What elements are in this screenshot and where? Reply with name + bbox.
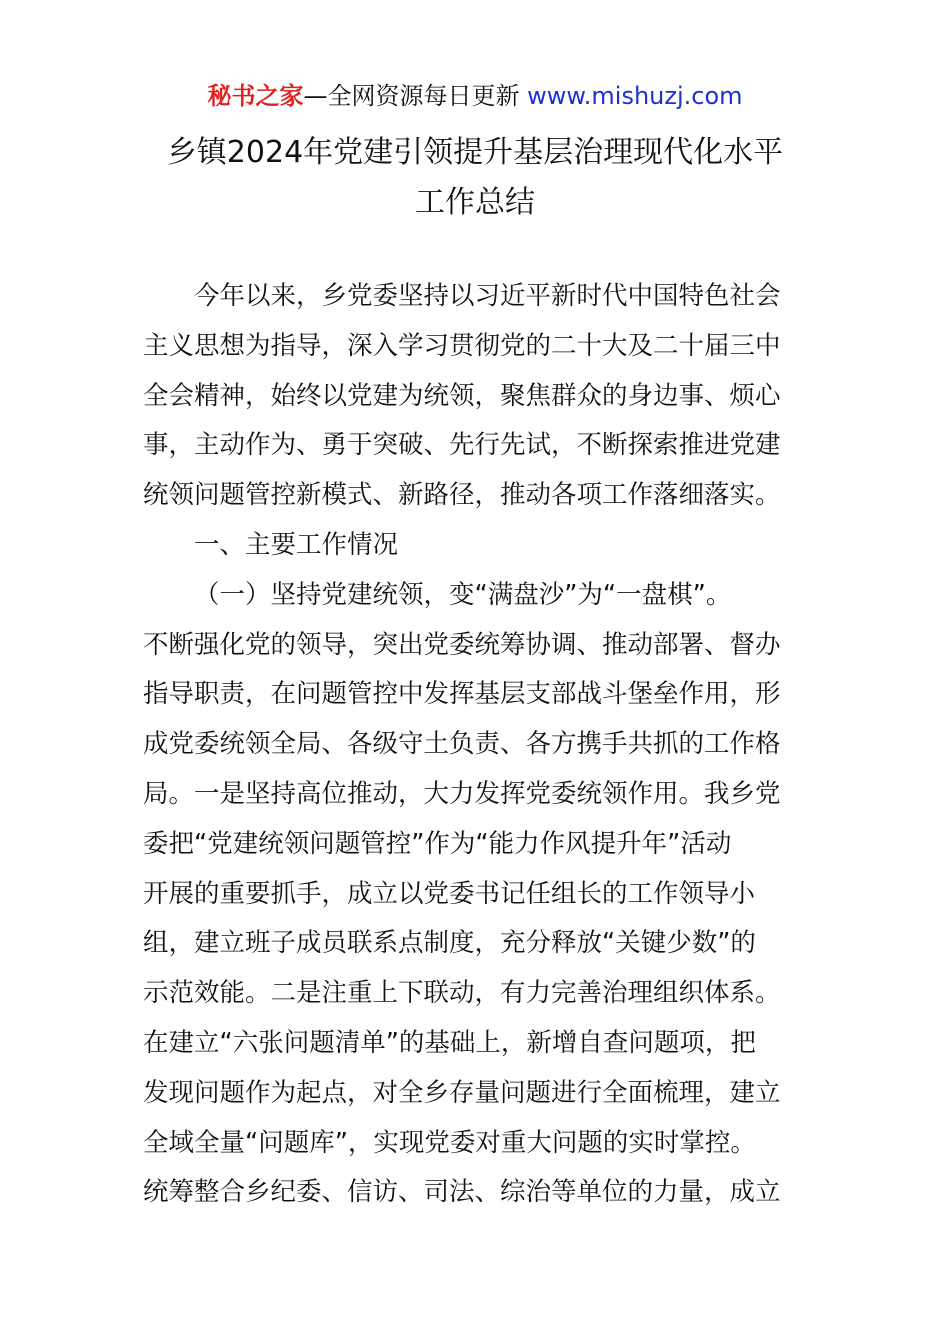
- document-title: [0, 128, 950, 228]
- paragraph-line: 全域全量“问题库”，实现党委对重大问题的实时掌控。: [143, 1127, 756, 1158]
- paragraph-line: 委把“党建统领问题管控”作为“能力作风提升年”活动: [143, 828, 732, 859]
- paragraph-line: 指导职责，在问题管控中发挥基层支部战斗堡垒作用，形: [143, 679, 781, 710]
- paragraph-line: 今年以来，乡党委坚持以习近平新时代中国特色社会: [194, 281, 781, 311]
- site-header: [0, 80, 950, 112]
- site-url-link[interactable]: www.mishuzj.com: [527, 82, 743, 110]
- section-heading: 一、主要工作情况: [194, 529, 399, 560]
- paragraph-line: 组，建立班子成员联系点制度，充分释放“关键少数”的: [143, 928, 756, 959]
- paragraph-line: 不断强化党的领导，突出党委统筹协调、推动部署、督办: [143, 629, 781, 660]
- paragraph-line: 统领问题管控新模式、新路径，推动各项工作落细落实。: [143, 480, 781, 511]
- document-body: [143, 272, 807, 1218]
- subsection-heading: （一）坚持党建统领，变“满盘沙”为“一盘棋”。: [194, 579, 732, 610]
- paragraph-line: 事，主动作为、勇于突破、先行先试，不断探索推进党建: [143, 430, 781, 461]
- paragraph-line: 统筹整合乡纪委、信访、司法、综治等单位的力量，成立: [143, 1177, 781, 1208]
- title-line-2: 工作总结: [415, 185, 535, 220]
- paragraph-line: 局。一是坚持高位推动，大力发挥党委统领作用。我乡党: [143, 778, 781, 809]
- title-line-1: 乡镇2024年党建引领提升基层治理现代化水平: [166, 135, 784, 170]
- paragraph-line: 成党委统领全局、各级守土负责、各方携手共抓的工作格: [143, 729, 781, 760]
- header-tagline: —全网资源每日更新: [303, 82, 520, 110]
- paragraph-line: 主义思想为指导，深入学习贯彻党的二十大及二十届三中: [143, 330, 781, 361]
- paragraph-line: 在建立“六张问题清单”的基础上，新增自查问题项，把: [143, 1027, 756, 1058]
- paragraph-line: 全会精神，始终以党建为统领，聚焦群众的身边事、烦心: [143, 380, 781, 411]
- brand-name: 秘书之家: [207, 82, 304, 110]
- paragraph-line: 开展的重要抓手，成立以党委书记任组长的工作领导小: [143, 878, 756, 909]
- paragraph-line: 示范效能。二是注重上下联动，有力完善治理组织体系。: [143, 978, 781, 1009]
- paragraph-line: 发现问题作为起点，对全乡存量问题进行全面梳理，建立: [143, 1077, 781, 1108]
